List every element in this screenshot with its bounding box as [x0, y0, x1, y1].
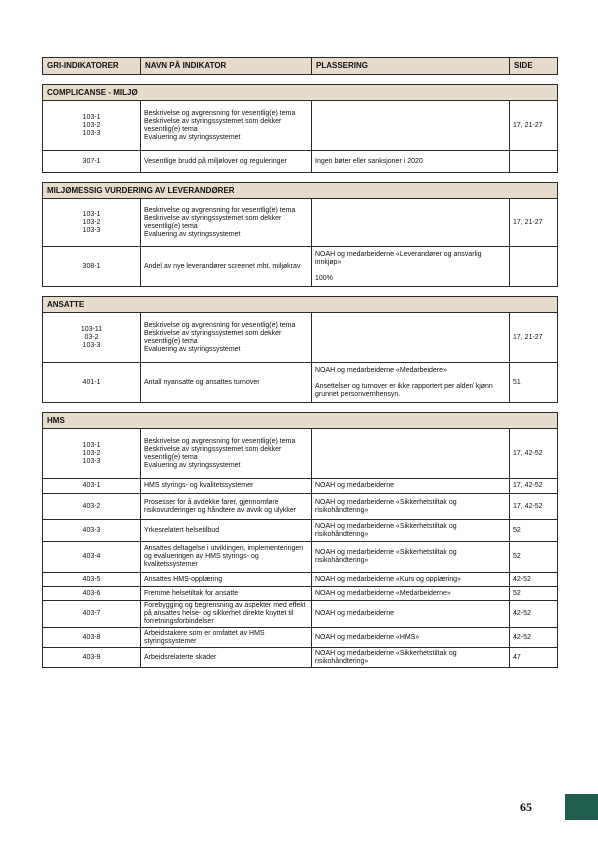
- page-ref-cell: 17, 21-27: [510, 313, 558, 363]
- indicator-name-cell: Yrkesrelatert helsetilbud: [141, 520, 312, 542]
- table-row: [43, 573, 558, 587]
- page-ref-cell: 17, 21-27: [510, 101, 558, 151]
- gri-code-cell: 307-1: [43, 151, 141, 173]
- page-ref-cell: 47: [510, 648, 558, 668]
- page-ref-cell: 42-52: [510, 628, 558, 648]
- spacer-cell: [43, 287, 558, 297]
- table-row: [43, 479, 558, 494]
- gri-index-table: [42, 57, 558, 668]
- page-number: 65: [520, 800, 532, 814]
- page-ref-cell: 52: [510, 542, 558, 573]
- table-header-row: [43, 58, 558, 75]
- gri-code-cell: 401-1: [43, 363, 141, 403]
- gri-code-cell: 103-1 103-2 103-3: [43, 199, 141, 247]
- table-body: [43, 75, 558, 668]
- spacer-cell: [43, 173, 558, 183]
- gri-code-cell: 403-4: [43, 542, 141, 573]
- table-row: [43, 429, 558, 479]
- table-row: [43, 587, 558, 601]
- section-header-row: [43, 297, 558, 313]
- gri-code-cell: 403-6: [43, 587, 141, 601]
- gri-code-cell: 308-1: [43, 247, 141, 287]
- section-title: COMPLICANSE - MILJØ: [43, 85, 558, 101]
- header-page: SIDE: [510, 58, 558, 75]
- table-row: [43, 199, 558, 247]
- indicator-name-cell: HMS styrings- og kvalitetssystemer: [141, 479, 312, 494]
- gri-code-cell: 403-9: [43, 648, 141, 668]
- table-row: [43, 151, 558, 173]
- table-row: [43, 542, 558, 573]
- placement-cell: NOAH og medarbeiderne «HMS»: [312, 628, 510, 648]
- table-row: [43, 247, 558, 287]
- section-title: ANSATTE: [43, 297, 558, 313]
- section-header-row: [43, 183, 558, 199]
- placement-cell: NOAH og medarbeiderne «Kurs og opplæring»: [312, 573, 510, 587]
- placement-cell: NOAH og medarbeiderne «Medarbeiderne»: [312, 587, 510, 601]
- indicator-name-cell: Antall nyansatte og ansattes turnover: [141, 363, 312, 403]
- indicator-name-cell: Ansattes deltagelse i utviklingen, implementeringen og evalueringen av HMS styrings- og kvalitetssystemer: [141, 542, 312, 573]
- page-ref-cell: 17, 21-27: [510, 199, 558, 247]
- table-row: [43, 101, 558, 151]
- table-row: [43, 601, 558, 628]
- section-spacer: [43, 403, 558, 413]
- indicator-name-cell: Forebygging og begrensning av aspekter med effekt på ansattes helse- og sikkerhet direkte knyttet til forretningsforbindelser: [141, 601, 312, 628]
- table-row: [43, 520, 558, 542]
- gri-code-cell: 403-3: [43, 520, 141, 542]
- gri-code-cell: 103-1 103-2 103-3: [43, 429, 141, 479]
- table-row: [43, 494, 558, 520]
- placement-cell: [312, 313, 510, 363]
- gri-code-cell: 403-8: [43, 628, 141, 648]
- page-ref-cell: 52: [510, 520, 558, 542]
- placement-cell: NOAH og medarbeiderne «Sikkerhetstiltak og risikohåndtering»: [312, 494, 510, 520]
- gri-code-cell: 103-1 103-2 103-3: [43, 101, 141, 151]
- section-spacer: [43, 173, 558, 183]
- placement-cell: NOAH og medarbeiderne «Medarbeidere» Ansettelser og turnover er ikke rapportert per alder/ kjønn grunnet personvernhensyn.: [312, 363, 510, 403]
- indicator-name-cell: Vesentlige brudd på miljølover og reguleringer: [141, 151, 312, 173]
- gri-index-page: [42, 57, 557, 668]
- indicator-name-cell: Arbeidsrelaterte skader: [141, 648, 312, 668]
- section-spacer: [43, 75, 558, 85]
- indicator-name-cell: Beskrivelse og avgrensning for vesentlig(e) tema Beskrivelse av styringssystemet som dekker vesentlig(e) tema Evaluering av styringssystemet: [141, 313, 312, 363]
- section-header-row: [43, 413, 558, 429]
- section-header-row: [43, 85, 558, 101]
- page-ref-cell: 17, 42-52: [510, 494, 558, 520]
- placement-cell: NOAH og medarbeiderne «Sikkerhetstiltak og risikohåndtering»: [312, 542, 510, 573]
- placement-cell: NOAH og medarbeiderne «Leverandører og ansvarlig innkjøp» 100%: [312, 247, 510, 287]
- indicator-name-cell: Fremme helsetiltak for ansatte: [141, 587, 312, 601]
- placement-cell: [312, 429, 510, 479]
- page-ref-cell: 17, 42-52: [510, 479, 558, 494]
- spacer-cell: [43, 75, 558, 85]
- page-ref-cell: [510, 247, 558, 287]
- page-ref-cell: 42-52: [510, 573, 558, 587]
- page-ref-cell: [510, 151, 558, 173]
- indicator-name-cell: Andel av nye leverandører screenet mht. miljøkrav: [141, 247, 312, 287]
- placement-cell: [312, 101, 510, 151]
- gri-code-cell: 103-11 03-2 103-3: [43, 313, 141, 363]
- header-placement: PLASSERING: [312, 58, 510, 75]
- placement-cell: [312, 199, 510, 247]
- header-gri-indicators: GRI-INDIKATORER: [43, 58, 141, 75]
- indicator-name-cell: Beskrivelse og avgrensning for vesentlig(e) tema Beskrivelse av styringssystemet som dekker vesentlig(e) tema Evaluering av styringssystemet: [141, 101, 312, 151]
- placement-cell: NOAH og medarbeiderne «Sikkerhetstiltak og risikohåndtering»: [312, 648, 510, 668]
- indicator-name-cell: Ansattes HMS-opplæring: [141, 573, 312, 587]
- gri-code-cell: 403-2: [43, 494, 141, 520]
- page-tab-decoration: [565, 794, 598, 820]
- section-spacer: [43, 287, 558, 297]
- gri-code-cell: 403-1: [43, 479, 141, 494]
- placement-cell: NOAH og medarbeiderne: [312, 479, 510, 494]
- page-ref-cell: 52: [510, 587, 558, 601]
- spacer-cell: [43, 403, 558, 413]
- table-row: [43, 363, 558, 403]
- placement-cell: NOAH og medarbeiderne «Sikkerhetstiltak og risikohåndtering»: [312, 520, 510, 542]
- placement-cell: NOAH og medarbeiderne: [312, 601, 510, 628]
- header-indicator-name: NAVN PÅ INDIKATOR: [141, 58, 312, 75]
- indicator-name-cell: Beskrivelse og avgrensning for vesentlig(e) tema Beskrivelse av styringssystemet som dekker vesentlig(e) tema Evaluering av styringssystemet: [141, 429, 312, 479]
- section-title: MILJØMESSIG VURDERING AV LEVERANDØRER: [43, 183, 558, 199]
- table-row: [43, 313, 558, 363]
- table-row: [43, 628, 558, 648]
- section-title: HMS: [43, 413, 558, 429]
- indicator-name-cell: Arbeidstakere som er omfattet av HMS styringssystemer: [141, 628, 312, 648]
- table-row: [43, 648, 558, 668]
- gri-code-cell: 403-5: [43, 573, 141, 587]
- page-ref-cell: 51: [510, 363, 558, 403]
- placement-cell: Ingen bøter eller sanksjoner i 2020: [312, 151, 510, 173]
- page-ref-cell: 17, 42-52: [510, 429, 558, 479]
- indicator-name-cell: Prosesser for å avdekke farer, gjennomføre risikovurderinger og håndtere av avvik og ulykker: [141, 494, 312, 520]
- gri-code-cell: 403-7: [43, 601, 141, 628]
- indicator-name-cell: Beskrivelse og avgrensning for vesentlig(e) tema Beskrivelse av styringssystemet som dekker vesentlig(e) tema Evaluering av styringssystemet: [141, 199, 312, 247]
- page-ref-cell: 42-52: [510, 601, 558, 628]
